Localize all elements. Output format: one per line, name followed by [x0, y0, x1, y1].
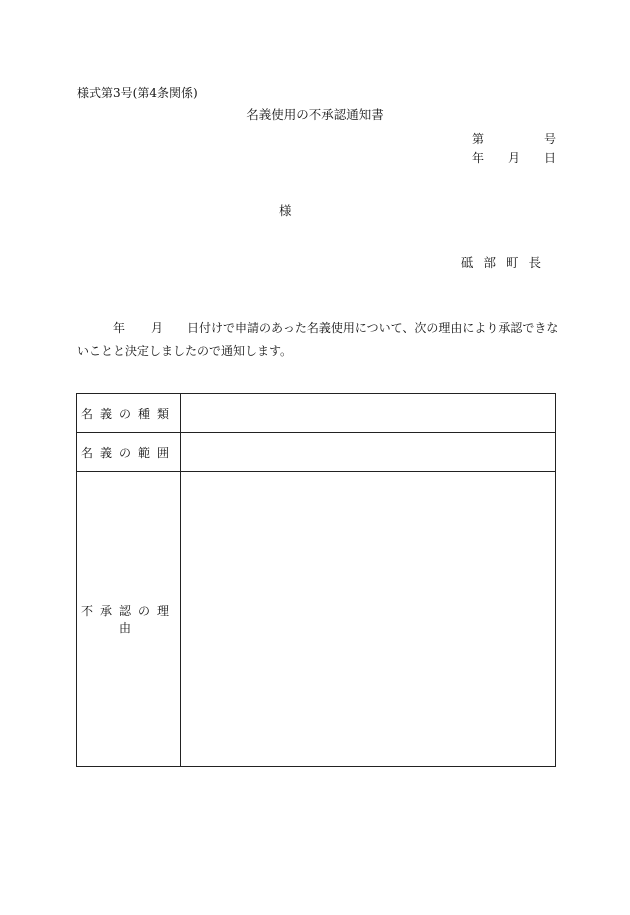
body-text-1: 日付けで申請のあった名義使用について、次の理由により承認できな [187, 321, 559, 335]
rejection-reason-label: 不承認の理由 [77, 472, 181, 767]
addressee-honorific: 様 [279, 203, 292, 218]
name-type-label: 名義の種類 [77, 394, 181, 433]
body-year: 年 [113, 321, 126, 335]
body-paragraph-line-2: いことと決定しましたので通知します。 [77, 344, 293, 358]
date-month: 月 [507, 151, 520, 165]
body-paragraph-line-1 [113, 322, 558, 334]
name-type-value[interactable] [181, 394, 556, 433]
document-date-line [472, 152, 556, 164]
sender-name: 砥部町長 [461, 255, 552, 270]
number-suffix: 号 [543, 132, 556, 146]
table-row-name-type [77, 394, 556, 433]
date-day: 日 [543, 151, 556, 165]
date-year: 年 [472, 151, 485, 165]
table-row-rejection-reason [77, 472, 556, 767]
name-scope-label: 名義の範囲 [77, 433, 181, 472]
form-number-label: 様式第3号(第4条関係) [77, 86, 198, 100]
document-title: 名義使用の不承認通知書 [246, 107, 384, 122]
rejection-reason-value[interactable] [181, 472, 556, 767]
notice-details-table [76, 393, 556, 767]
document-number-line [472, 133, 556, 145]
name-scope-value[interactable] [181, 433, 556, 472]
body-month: 月 [151, 321, 164, 335]
number-prefix: 第 [472, 132, 485, 146]
table-row-name-scope [77, 433, 556, 472]
